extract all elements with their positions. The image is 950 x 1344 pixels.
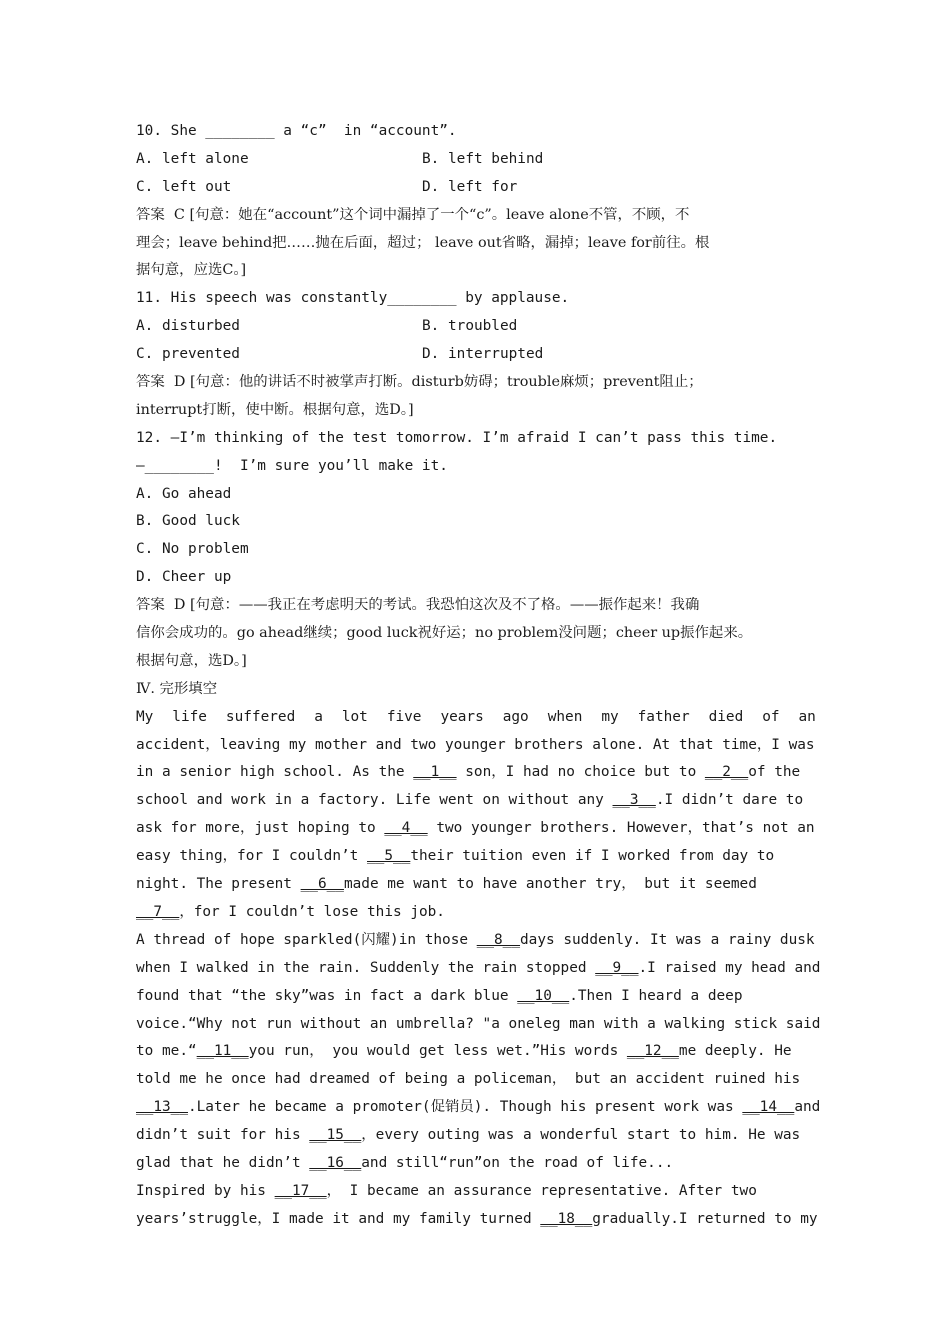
passage-text: ，every outing was a wonderful start to him. He was — [361, 1127, 801, 1144]
q10-options-row2 — [136, 174, 816, 202]
blank-10: __10__ — [517, 987, 570, 1004]
passage-line: accident，leaving my mother and two younger brothers alone. At that time，I was — [136, 736, 815, 753]
blank-5: __5__ — [367, 848, 411, 865]
q11-option-d: D. interrupted — [422, 346, 544, 363]
passage-text: to me.“ — [136, 1043, 197, 1060]
passage-word: My — [136, 708, 154, 725]
passage-word: a — [314, 708, 323, 725]
q12-option-d: D. Cheer up — [136, 569, 232, 586]
passage-text: didn’t suit for his — [136, 1127, 310, 1144]
passage-text: night. The present — [136, 876, 301, 893]
q11-options-row1 — [136, 313, 816, 341]
passage-text: their tuition even if I worked from day to — [410, 848, 775, 865]
passage-word: five — [386, 708, 422, 725]
passage-text: A thread of hope sparkled(闪耀)in those — [136, 931, 477, 948]
passage-text: you run， you would get less wet.”His words — [248, 1043, 627, 1060]
passage-text: me deeply. He — [678, 1043, 792, 1060]
passage-text: .I raised my head and — [638, 959, 821, 976]
passage-text: ask for more，just hoping to — [136, 820, 385, 837]
document-page — [136, 118, 821, 1234]
passage-text: made me want to have another try， but it seemed — [343, 876, 757, 893]
passage-text: days suddenly. It was a rainy dusk — [520, 931, 815, 948]
passage-word: of — [762, 708, 780, 725]
passage-line — [136, 1038, 816, 1066]
passage-text: years’struggle，I made it and my family turned — [136, 1210, 541, 1227]
blank-6: __6__ — [300, 876, 344, 893]
q10-stem: 10. She ________ a “c” in “account”. — [136, 123, 457, 139]
passage-text: ，for I couldn’t lose this job. — [179, 903, 445, 920]
passage-word: when — [547, 708, 583, 725]
passage-line — [136, 1094, 821, 1122]
blank-15: __15__ — [309, 1127, 362, 1144]
q12-stem-line: 12. —I’m thinking of the test tomorrow. I’m afraid I can’t pass this time. — [136, 429, 778, 446]
passage-line — [136, 759, 816, 787]
passage-word: ago — [502, 708, 529, 725]
passage-text: in a senior high school. As the — [136, 764, 414, 781]
passage-line — [136, 1150, 816, 1178]
passage-line — [136, 1206, 816, 1234]
blank-3: __3__ — [612, 792, 656, 809]
q12-option-c: C. No problem — [136, 541, 249, 558]
q10-option-d: D. left for — [422, 178, 518, 195]
passage-text: glad that he didn’t — [136, 1154, 310, 1171]
blank-9: __9__ — [595, 959, 639, 976]
q10-option-b: B. left behind — [422, 150, 544, 167]
passage-word: suffered — [225, 708, 296, 725]
passage-text: .Then I heard a deep — [569, 987, 743, 1004]
passage-text: son，I had no choice but to — [456, 764, 705, 781]
passage-text: of the — [748, 764, 801, 781]
blank-14: __14__ — [742, 1099, 795, 1116]
passage-line — [136, 704, 816, 732]
passage-line — [136, 1122, 816, 1150]
passage-text: and still“run”on the road of life... — [361, 1154, 674, 1171]
passage-text: school and work in a factory. Life went on without any — [136, 792, 613, 809]
q11-option-a: A. disturbed — [136, 318, 240, 335]
passage-text: and — [794, 1099, 821, 1116]
passage-text: ， I became an assurance representative. After two — [326, 1182, 757, 1199]
passage-word: my — [601, 708, 619, 725]
blank-8: __8__ — [476, 931, 521, 948]
passage-word: died — [708, 708, 744, 725]
passage-line — [136, 983, 816, 1011]
passage-line: told me he once had dreamed of being a policeman， but an accident ruined his — [136, 1071, 801, 1088]
passage-line — [136, 787, 816, 815]
q12-option-b: B. Good luck — [136, 513, 240, 530]
q12-stem-line: —________! I’m sure you’ll make it. — [136, 457, 448, 474]
passage-text: easy thing，for I couldn’t — [136, 848, 367, 865]
q12-answer-line: 答案 D [句意：——我正在考虑明天的考试。我恐怕这次及不了格。——振作起来！我确 — [136, 597, 700, 614]
passage-line — [136, 927, 816, 955]
passage-text: two younger brothers. However，that’s not an — [427, 820, 815, 837]
passage-word: life — [172, 708, 207, 725]
blank-2: __2__ — [704, 764, 749, 781]
q11-option-c: C. prevented — [136, 346, 240, 363]
q10-options-row1 — [136, 146, 816, 174]
passage-text: .Later he became a promoter(促销员). Though his present work was — [187, 1099, 743, 1116]
q11-answer-line: interrupt打断，使中断。根据句意，选D。] — [136, 401, 414, 418]
passage-line — [136, 843, 816, 871]
q10-answer-line: 答案 C [句意：她在“account”这个词中漏掉了一个“c”。leave alone不管，不顾，不 — [136, 206, 690, 223]
passage-line — [136, 1178, 816, 1206]
blank-16: __16__ — [309, 1154, 362, 1171]
q10-answer-line: 理会；leave behind把……抛在后面，超过； leave out省略，漏掉；leave for前往。根 — [136, 234, 710, 251]
passage-word: lot — [341, 708, 368, 725]
passage-word: years — [440, 708, 484, 725]
blank-11: __11__ — [196, 1043, 249, 1060]
section-title: Ⅳ. 完形填空 — [136, 680, 218, 697]
blank-17: __17__ — [274, 1182, 327, 1199]
q12-answer-line: 根据句意，选D。] — [136, 652, 247, 669]
q12-option-a: A. Go ahead — [136, 485, 232, 502]
passage-line — [136, 871, 816, 899]
blank-7: __7__ — [136, 903, 180, 920]
passage-text: found that “the sky”was in fact a dark blue — [136, 987, 518, 1004]
blank-4: __4__ — [384, 820, 428, 837]
passage-line — [136, 815, 816, 843]
passage-line — [136, 955, 821, 983]
blank-1: __1__ — [413, 764, 457, 781]
q10-option-a: A. left alone — [136, 150, 249, 167]
blank-18: __18__ — [540, 1210, 593, 1227]
q11-option-b: B. troubled — [422, 318, 518, 335]
q10-option-c: C. left out — [136, 178, 232, 195]
q11-options-row2 — [136, 341, 816, 369]
passage-line — [136, 899, 816, 927]
passage-line: voice.“Why not run without an umbrella? "a oneleg man with a walking stick said — [136, 1015, 821, 1032]
blank-12: __12__ — [626, 1043, 679, 1060]
blank-13: __13__ — [136, 1099, 188, 1116]
passage-text: gradually.I returned to my — [592, 1210, 818, 1227]
q10-answer-line: 据句意，应选C。] — [136, 262, 247, 279]
q11-stem: 11. His speech was constantly________ by applause. — [136, 290, 570, 307]
passage-word: an — [798, 708, 816, 725]
passage-text: .I didn’t dare to — [655, 792, 804, 809]
passage-word: father — [637, 708, 690, 725]
passage-text: Inspired by his — [136, 1182, 275, 1199]
q11-answer-line: 答案 D [句意：他的讲话不时被掌声打断。disturb妨碍；trouble麻烦；prevent阻止； — [136, 374, 703, 391]
passage-text: when I walked in the rain. Suddenly the rain stopped — [136, 959, 596, 976]
q12-answer-line: 信你会成功的。go ahead继续；good luck祝好运；no problem没问题；cheer up振作起来。 — [136, 625, 753, 642]
